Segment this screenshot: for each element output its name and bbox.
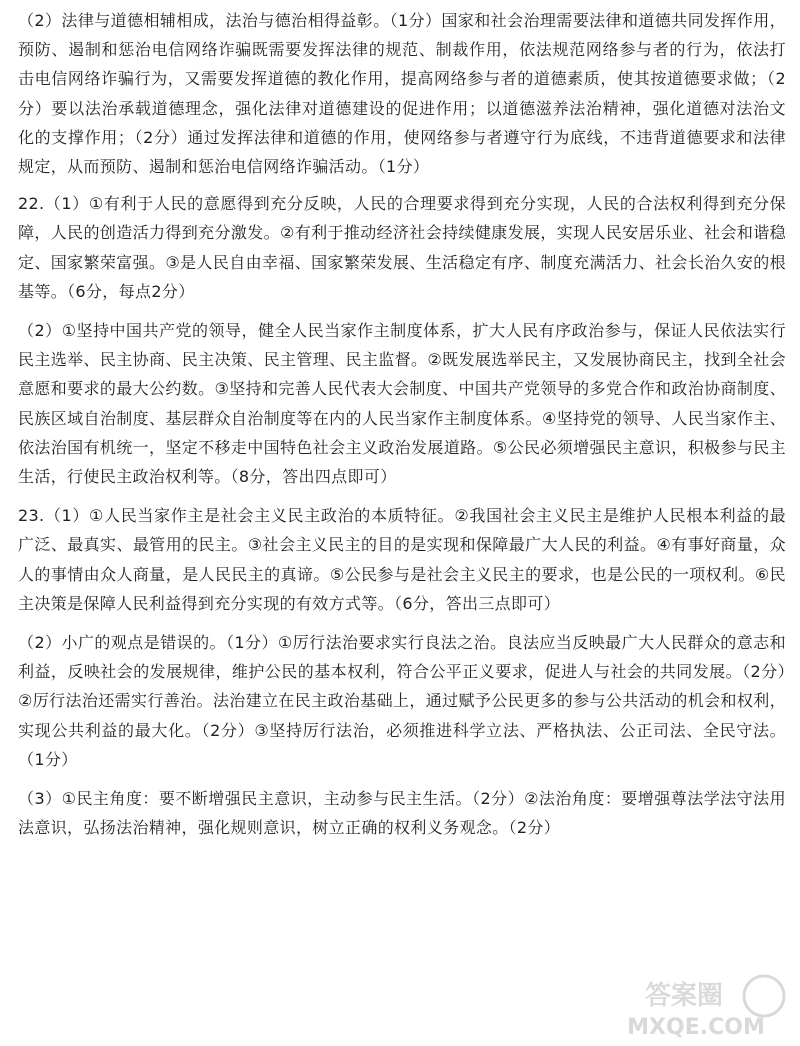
answer-paragraph-22-1: 22.（1）①有利于人民的意愿得到充分反映，人民的合理要求得到充分实现，人民的合法权利得到充分保障，人民的创造活力得到充分激发。②有利于推动经济社会持续健康发展，实现人民安居乐业、社会和谐稳定、国家繁荣富强。③是人民自由幸福、国家繁荣发展、生活稳定有序、制度充满活力、社会长治久安的根基等。（6分，每点2分） [18, 194, 786, 301]
answer-paragraph-22-2: （2）①坚持中国共产党的领导，健全人民当家作主制度体系，扩大人民有序政治参与，保证人民依法实行民主选举、民主协商、民主决策、民主管理、民主监督。②既发展选举民主，又发展协商民主，找到全社会意愿和要求的最大公约数。③坚持和完善人民代表大会制度、中国共产党领导的多党合作和政治协商制度、民族区域自治制度、基层群众自治制度等在内的人民当家作主制度体系。④坚持党的领导、人民当家作主、依法治国有机统一，坚定不移走中国特色社会主义政治发展道路。⑤公民必须增强民主意识，积极参与民主生活，行使民主政治权利等。（8分，答出四点即可） [18, 321, 786, 487]
answer-paragraph-23-3: （3）①民主角度：要不断增强民主意识，主动参与民主生活。（2分）②法治角度：要增强尊法学法守法用法意识，弘扬法治精神，强化规则意识，树立正确的权利义务观念。（2分） [18, 789, 786, 838]
answer-paragraph-21-2: （2）法律与道德相辅相成，法治与德治相得益彰。（1分）国家和社会治理需要法律和道德共同发挥作用，预防、遏制和惩治电信网络诈骗既需要发挥法律的规范、制裁作用，依法规范网络参与者的行为，依法打击电信网络诈骗行为，又需要发挥道德的教化作用，提高网络参与者的道德素质，使其按道德要求做；（2分）要以法治承载道德理念，强化法律对道德建设的促进作用；以道德滋养法治精神，强化道德对法治文化的支撑作用；（2分）通过发挥法律和道德的作用，使网络参与者遵守行为底线，不违背道德要求和法律规定，从而预防、遏制和惩治电信网络诈骗活动。（1分） [18, 11, 786, 177]
answer-paragraph-23-2: （2）小广的观点是错误的。（1分）①厉行法治要求实行良法之治。良法应当反映最广大人民群众的意志和利益，反映社会的发展规律，维护公民的基本权利，符合公平正义要求，促进人与社会的共同发展。（2分）②厉行法治还需实行善治。法治建立在民主政治基础上，通过赋予公民更多的参与公共活动的机会和权利，实现公共利益的最大化。（2分）③坚持厉行法治，必须推进科学立法、严格执法、公正司法、全民守法。（1分） [18, 633, 786, 769]
watermark-logo-text: 答案圈 [644, 981, 724, 1011]
answer-paragraph-23-1: 23.（1）①人民当家作主是社会主义民主政治的本质特征。②我国社会主义民主是维护人民根本利益的最广泛、最真实、最管用的民主。③社会主义民主的目的是实现和保障最广大人民的利益。④有事好商量，众人的事情由众人商量，是人民民主的真谛。⑤公民参与是社会主义民主的要求，也是公民的一项权利。⑥民主决策是保障人民利益得到充分实现的有效方式等。（6分，答出三点即可） [18, 506, 786, 613]
watermark-url-text: MXQE.COM [627, 1015, 765, 1040]
